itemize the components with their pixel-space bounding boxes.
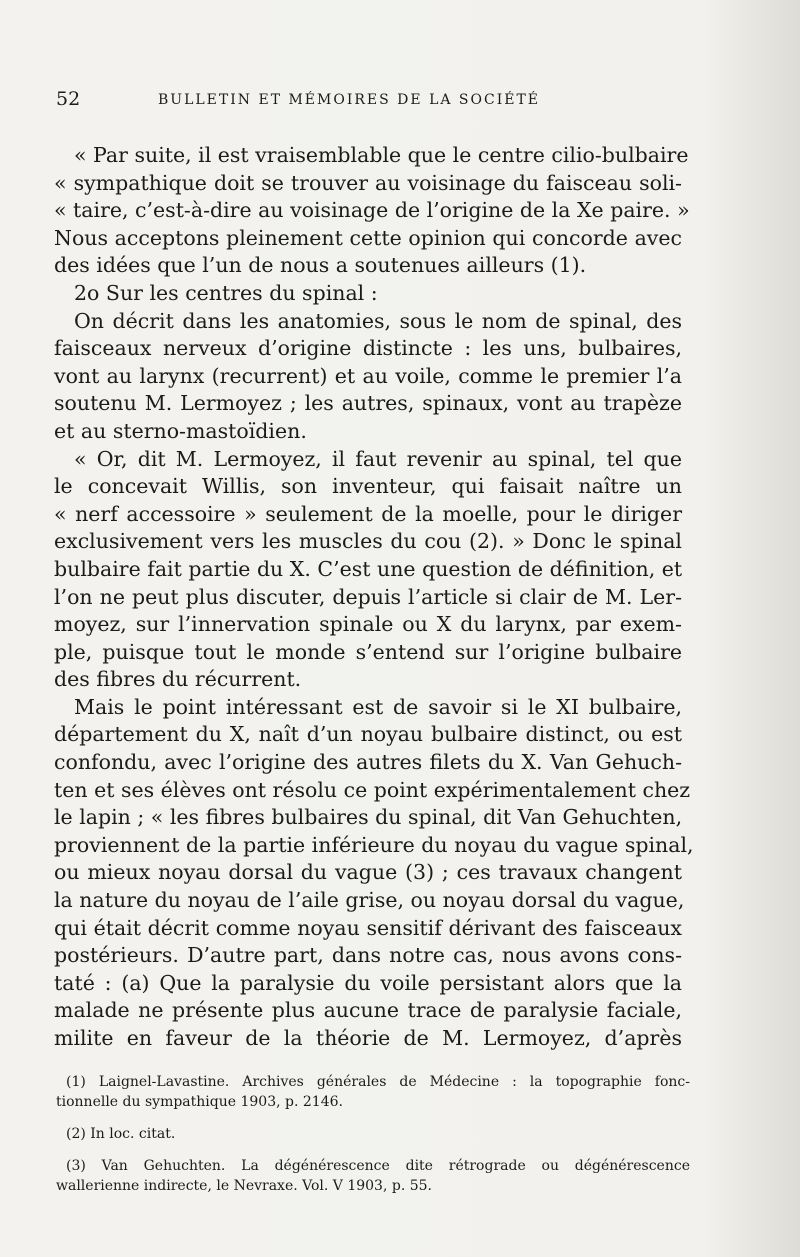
- page-number: 52: [56, 88, 81, 110]
- text-line: Mais le point intéressant est de savoir si le XI bulbaire,: [74, 694, 682, 719]
- text-line: qui était décrit comme noyau sensitif dérivant des faisceaux: [54, 915, 682, 940]
- text-line: « sympathique doit se trouver au voisinage du faisceau soli-: [54, 170, 682, 195]
- text-line: la nature du noyau de l’aile grise, ou noyau dorsal du vague,: [54, 888, 685, 913]
- text-line: bulbaire fait partie du X. C’est une question de définition, et: [54, 556, 683, 581]
- text-line: des fibres du récurrent.: [54, 667, 302, 692]
- text-line: moyez, sur l’innervation spinale ou X du larynx, par exem-: [54, 612, 682, 637]
- text-line: faisceaux nerveux d’origine distincte : les uns, bulbaires,: [54, 336, 682, 361]
- text-line: soutenu M. Lermoyez ; les autres, spinaux, vont au trapèze: [54, 391, 682, 416]
- text-line: vont au larynx (recurrent) et au voile, comme le premier l’a: [54, 363, 682, 388]
- text-line: « taire, c’est-à-dire au voisinage de l’origine de la Xe paire. »: [54, 198, 690, 223]
- text-line: milite en faveur de la théorie de M. Lermoyez, d’après: [54, 1026, 682, 1050]
- text-line: postérieurs. D’autre part, dans notre cas, nous avons cons-: [54, 943, 682, 968]
- footnote-2: (2) In loc. citat.: [66, 1126, 176, 1142]
- text-line: « nerf accessoire » seulement de la moelle, pour le diriger: [54, 501, 682, 526]
- text-line: et au sterno-mastoïdien.: [54, 418, 307, 443]
- text-line: Nous acceptons pleinement cette opinion qui concorde avec: [54, 225, 682, 250]
- text-line: ou mieux noyau dorsal du vague (3) ; ces travaux changent: [54, 860, 682, 885]
- body-text: [54, 142, 694, 1053]
- text-line: exclusivement vers les muscles du cou (2). » Donc le spinal: [54, 529, 682, 554]
- footnote-3-line: wallerienne indirecte, le Nevraxe. Vol. V 1903, p. 55.: [56, 1178, 432, 1194]
- text-line: On décrit dans les anatomies, sous le nom de spinal, des: [74, 308, 682, 333]
- text-line: des idées que l’un de nous a soutenues ailleurs (1).: [54, 253, 587, 278]
- text-line: ten et ses élèves ont résolu ce point expérimentalement chez: [54, 777, 691, 802]
- text-line: l’on ne peut plus discuter, depuis l’article si clair de M. Ler-: [54, 584, 682, 609]
- footnote-1-line: tionnelle du sympathique 1903, p. 2146.: [56, 1094, 343, 1110]
- text-line: « Par suite, il est vraisemblable que le centre cilio-bulbaire: [74, 143, 689, 167]
- footnote-3-line: (3) Van Gehuchten. La dégénérescence dite rétrograde ou dégénérescence: [66, 1158, 690, 1174]
- text-line: ple, puisque tout le monde s’entend sur l’origine bulbaire: [54, 639, 682, 664]
- footnote-1-line: (1) Laignel-Lavastine. Archives générales de Médecine : la topographie fonc-: [66, 1074, 690, 1090]
- footnotes: [56, 1072, 690, 1196]
- text-line: département du X, naît d’un noyau bulbaire distinct, ou est: [54, 722, 682, 747]
- text-line: « Or, dit M. Lermoyez, il faut revenir au spinal, tel que: [74, 446, 682, 471]
- page-header: [56, 88, 696, 112]
- text-line: taté : (a) Que la paralysie du voile persistant alors que la: [54, 970, 682, 995]
- text-line: malade ne présente plus aucune trace de paralysie faciale,: [54, 998, 682, 1023]
- running-head: BULLETIN ET MÉMOIRES DE LA SOCIÉTÉ: [158, 92, 541, 108]
- text-line: le concevait Willis, son inventeur, qui faisait naître un: [54, 474, 682, 499]
- text-line: confondu, avec l’origine des autres filets du X. Van Gehuch-: [54, 750, 682, 775]
- text-line: 2o Sur les centres du spinal :: [74, 280, 378, 305]
- text-line: le lapin ; « les fibres bulbaires du spinal, dit Van Gehuchten,: [54, 805, 683, 830]
- text-line: proviennent de la partie inférieure du noyau du vague spinal,: [54, 832, 694, 857]
